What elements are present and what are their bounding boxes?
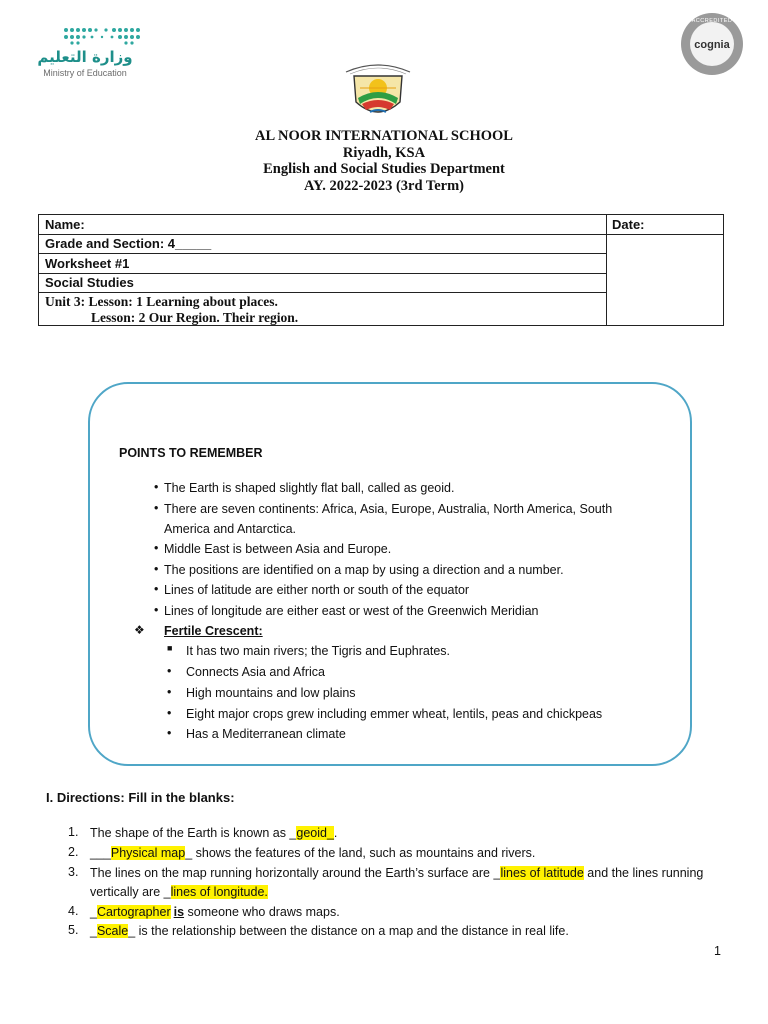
question-number: 5. bbox=[68, 923, 79, 937]
question-text: is bbox=[173, 905, 185, 919]
point-item: Lines of longitude are either east or west of the Greenwich Meridian bbox=[164, 604, 539, 618]
answer-highlight: geoid_ bbox=[296, 826, 334, 840]
page-number: 1 bbox=[714, 944, 721, 958]
name-field-label: Name: bbox=[45, 217, 85, 232]
question-text: _ bbox=[90, 924, 97, 938]
answer-highlight: Scale bbox=[96, 924, 129, 938]
question-text: . bbox=[333, 826, 338, 840]
directions-title: I. Directions: Fill in the blanks: bbox=[46, 790, 235, 805]
bullet-icon: • bbox=[167, 726, 172, 740]
ministry-of-education-logo bbox=[18, 22, 152, 84]
answer-highlight: Physical map bbox=[110, 846, 186, 860]
question-3 bbox=[90, 865, 703, 881]
question-text: ___ bbox=[90, 846, 111, 860]
question-text: and the lines running bbox=[583, 866, 704, 880]
question-text: The lines on the map running horizontally around the Earth’s surface are _ bbox=[90, 866, 501, 880]
bullet-icon: • bbox=[167, 685, 172, 699]
bullet-icon: • bbox=[154, 582, 159, 596]
question-3-continuation bbox=[90, 884, 268, 900]
cognia-accreditation-badge-icon bbox=[680, 12, 744, 76]
sub-point-item: Eight major crops grew including emmer wheat, lentils, peas and chickpeas bbox=[186, 707, 603, 721]
square-bullet-icon: ■ bbox=[167, 643, 173, 653]
answer-highlight: lines of longitude. bbox=[170, 885, 268, 899]
question-text: The shape of the Earth is known as _ bbox=[90, 826, 297, 840]
bullet-icon: • bbox=[154, 480, 159, 494]
answer-highlight: lines of latitude bbox=[500, 866, 584, 880]
question-text: vertically are _ bbox=[90, 885, 171, 899]
bullet-icon: • bbox=[154, 603, 159, 617]
point-item-continuation: America and Antarctica. bbox=[164, 522, 297, 536]
point-item: There are seven continents: Africa, Asia, Europe, Australia, North America, South bbox=[164, 502, 613, 516]
point-item: Lines of latitude are either north or south of the equator bbox=[164, 583, 470, 597]
point-item: The positions are identified on a map by using a direction and a number. bbox=[164, 563, 564, 577]
dots-pattern-icon bbox=[62, 24, 142, 46]
question-text: someone who draws maps. bbox=[184, 905, 340, 919]
question-number: 3. bbox=[68, 865, 79, 879]
unit-lesson-line-1: Unit 3: Lesson: 1 Learning about places. bbox=[45, 294, 278, 309]
moe-english-text: Ministry of Education bbox=[43, 68, 127, 78]
sub-point-item: Connects Asia and Africa bbox=[186, 665, 325, 679]
bullet-icon: • bbox=[167, 664, 172, 678]
point-item: Middle East is between Asia and Europe. bbox=[164, 542, 392, 556]
school-name: AL NOOR INTERNATIONAL SCHOOL bbox=[255, 128, 513, 144]
grade-section-field: Grade and Section: 4_____ bbox=[45, 236, 212, 251]
school-header bbox=[0, 128, 768, 194]
question-number: 2. bbox=[68, 845, 79, 859]
svg-text:ACCREDITED: ACCREDITED bbox=[691, 18, 733, 24]
school-city: Riyadh, KSA bbox=[342, 144, 426, 161]
question-text: _ is the relationship between the distance on a map and the distance in real life. bbox=[128, 924, 569, 938]
question-2 bbox=[90, 845, 535, 861]
student-info-table bbox=[38, 214, 724, 326]
unit-lesson-line-2: Lesson: 2 Our Region. Their region. bbox=[91, 310, 299, 325]
fertile-crescent-heading: Fertile Crescent: bbox=[164, 624, 263, 638]
bullet-icon: • bbox=[167, 706, 172, 720]
date-field-label: Date: bbox=[612, 217, 645, 232]
points-title: POINTS TO REMEMBER bbox=[119, 446, 263, 460]
svg-text:cognia: cognia bbox=[694, 39, 730, 51]
moe-arabic-text: وزارة التعليم bbox=[37, 48, 133, 66]
academic-year: AY. 2022-2023 (3rd Term) bbox=[303, 177, 465, 194]
question-text: _ bbox=[90, 905, 97, 919]
question-number: 1. bbox=[68, 825, 79, 839]
subject-name: Social Studies bbox=[45, 275, 134, 290]
bullet-icon: • bbox=[154, 501, 159, 515]
question-5 bbox=[90, 923, 569, 939]
point-item: The Earth is shaped slightly flat ball, called as geoid. bbox=[164, 481, 455, 495]
department-name: English and Social Studies Department bbox=[263, 161, 505, 177]
question-1 bbox=[90, 825, 337, 841]
school-crest-icon bbox=[340, 58, 416, 124]
sub-point-item: It has two main rivers; the Tigris and Euphrates. bbox=[186, 644, 451, 658]
question-number: 4. bbox=[68, 904, 79, 918]
answer-highlight: Cartographer bbox=[96, 905, 171, 919]
question-text: _ shows the features of the land, such as mountains and rivers. bbox=[185, 846, 536, 860]
bullet-icon: • bbox=[154, 541, 159, 555]
question-4 bbox=[90, 904, 340, 920]
bullet-icon: • bbox=[154, 562, 159, 576]
sub-point-item: Has a Mediterranean climate bbox=[186, 727, 346, 741]
diamond-bullet-icon: ❖ bbox=[134, 623, 145, 637]
worksheet-number: Worksheet #1 bbox=[45, 256, 130, 271]
sub-point-item: High mountains and low plains bbox=[186, 686, 356, 700]
